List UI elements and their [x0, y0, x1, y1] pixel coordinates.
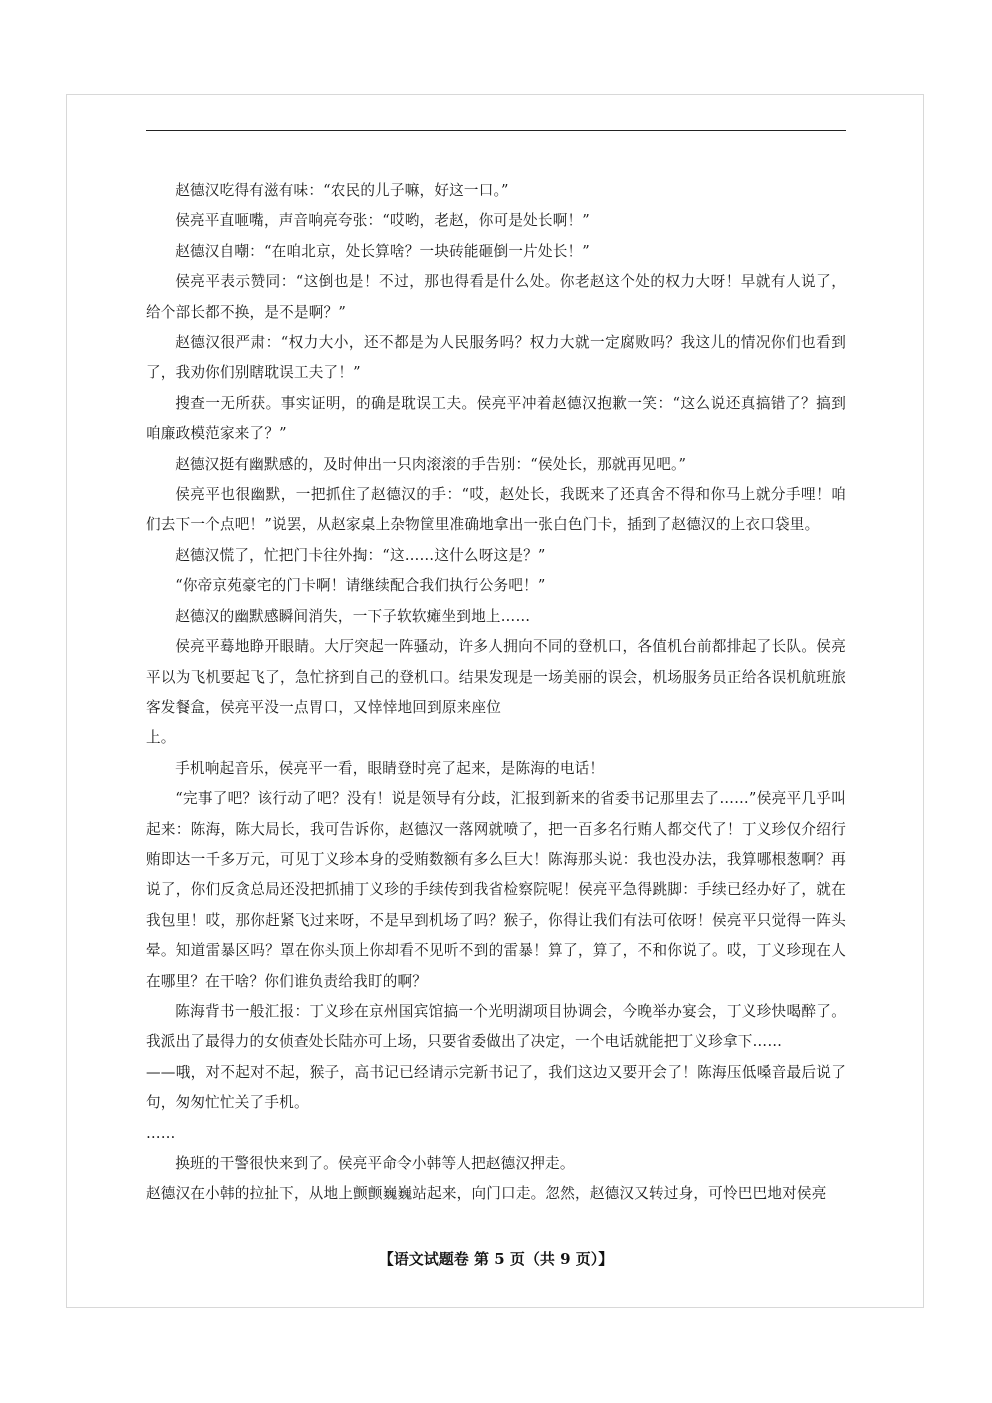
paragraph: ——哦，对不起对不起，猴子，高书记已经请示完新书记了，我们这边又要开会了！陈海压低嗓音最后说了句，匆匆忙忙关了手机。	[146, 1063, 846, 1112]
paragraph: 赵德汉在小韩的拉扯下，从地上颤颤巍巍站起来，向门口走。忽然，赵德汉又转过身，可怜巴巴地对侯亮	[146, 1185, 827, 1203]
document-body	[146, 176, 846, 1210]
paragraph: 赵德汉挺有幽默感的，及时伸出一只肉滚滚的手告别：“侯处长，那就再见吧。”	[175, 455, 687, 473]
paragraph: 赵德汉慌了，忙把门卡往外掏：“这……这什么呀这是？”	[175, 546, 546, 564]
paragraph: “完事了吧？该行动了吧？没有！说是领导有分歧，汇报到新来的省委书记那里去了……”侯亮平几乎叫起来：陈海，陈大局长，我可告诉你，赵德汉一落网就喷了，把一百多名行贿人都交代了！丁义珍仅介绍行贿即达一千多万元，可见丁义珍本身的受贿数额有多么巨大！陈海那头说：我也没办法，我算哪根葱啊？再说了，你们反贪总局还没把抓捕丁义珍的手续传到我省检察院呢！侯亮平急得跳脚：手续已经办好了，就在我包里！哎，那你赶紧飞过来呀，不是早到机场了吗？猴子，你得让我们有法可依呀！侯亮平只觉得一阵头晕。知道雷暴区吗？罩在你头顶上你却看不见听不到的雷暴！算了，算了，不和你说了。哎，丁义珍现在人在哪里？在干啥？你们谁负责给我盯的啊？	[146, 790, 846, 990]
paragraph: 上。	[146, 729, 176, 747]
paragraph: 赵德汉吃得有滋有味：“农民的儿子嘛，好这一口。”	[175, 182, 509, 199]
paragraph: 侯亮平直咂嘴，声音响亮夸张：“哎哟，老赵，你可是处长啊！”	[175, 212, 590, 230]
paragraph: 搜查一无所获。事实证明，的确是耽误工夫。侯亮平冲着赵德汉抱歉一笑：“这么说还真搞错了？搞到咱廉政模范家来了？”	[146, 394, 846, 443]
paragraph: 换班的干警很快来到了。侯亮平命令小韩等人把赵德汉押走。	[175, 1155, 575, 1172]
paragraph: 陈海背书一般汇报：丁义珍在京州国宾馆搞一个光明湖项目协调会，今晚举办宴会，丁义珍快喝醉了。我派出了最得力的女侦查处长陆亦可上场，只要省委做出了决定，一个电话就能把丁义珍拿下……	[146, 1002, 846, 1051]
paragraph: “你帝京苑豪宅的门卡啊！请继续配合我们执行公务吧！”	[175, 577, 546, 595]
paragraph: 赵德汉很严肃：“权力大小，还不都是为人民服务吗？权力大就一定腐败吗？我这儿的情况你们也看到了，我劝你们别瞎耽误工夫了！”	[146, 334, 846, 382]
page-footer: 【语文试题卷 第 5 页（共 9 页）】	[378, 1250, 614, 1268]
paragraph: 侯亮平也很幽默，一把抓住了赵德汉的手：“哎，赵处长，我既来了还真舍不得和你马上就分手哩！咱们去下一个点吧！”说罢，从赵家桌上杂物筐里准确地拿出一张白色门卡，插到了赵德汉的上衣口袋里。	[146, 486, 846, 534]
header-rule	[146, 130, 846, 131]
paragraph: 赵德汉自嘲：“在咱北京，处长算啥？一块砖能砸倒一片处长！”	[175, 242, 590, 260]
paragraph: 手机响起音乐，侯亮平一看，眼睛登时亮了起来，是陈海的电话！	[175, 759, 605, 777]
paragraph: 侯亮平蓦地睁开眼睛。大厅突起一阵骚动，许多人拥向不同的登机口，各值机台前都排起了长队。侯亮平以为飞机要起飞了，急忙挤到自己的登机口。结果发现是一场美丽的误会，机场服务员正给各误机航班旅客发餐盒，侯亮平没一点胃口，又悻悻地回到原来座位	[146, 638, 846, 716]
ellipsis-line: ……	[146, 1124, 176, 1142]
paragraph: 侯亮平表示赞同：“这倒也是！不过，那也得看是什么处。你老赵这个处的权力大呀！早就有人说了，给个部长都不换，是不是啊？”	[146, 273, 846, 321]
paragraph: 赵德汉的幽默感瞬间消失，一下子软软瘫坐到地上……	[175, 607, 531, 625]
